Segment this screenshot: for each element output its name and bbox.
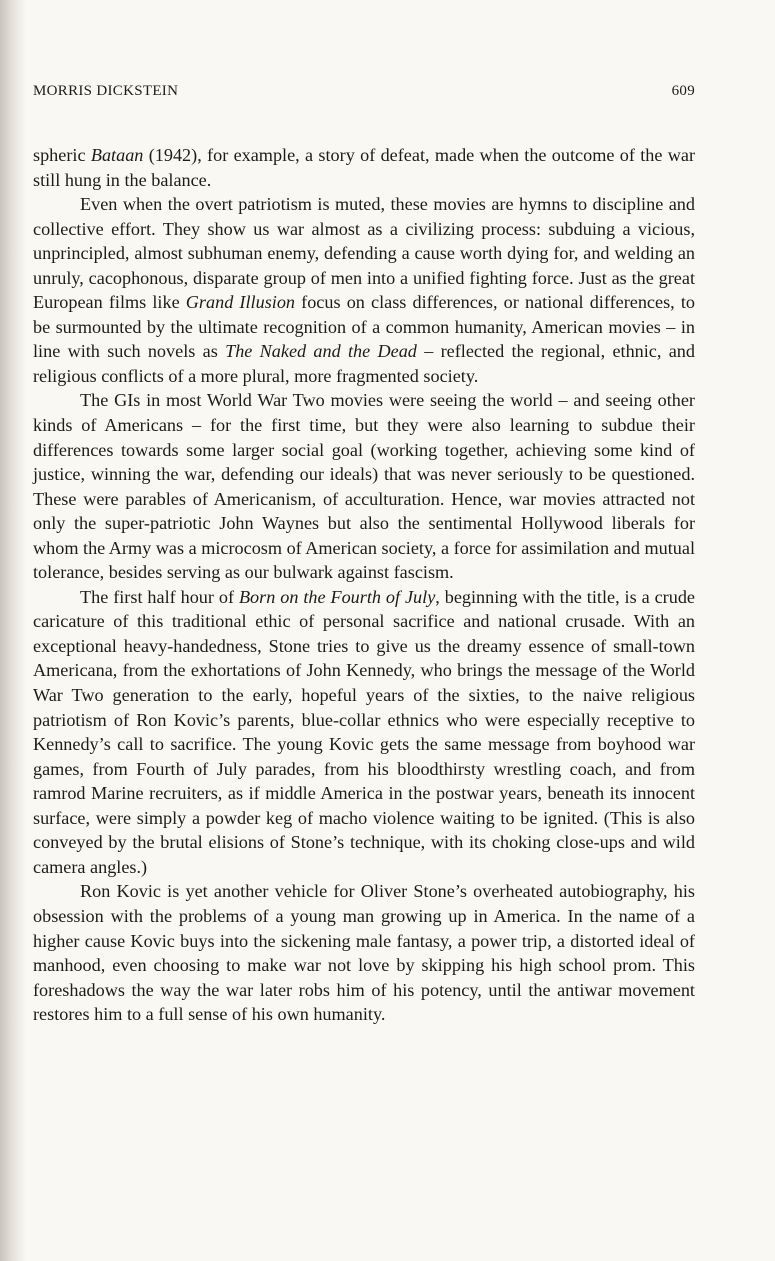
text-run: The GIs in most World War Two movies were seeing the world – and seeing other kinds of Americans – for the first time, but they were also learning to subdue their differences towards some larger social goal (working together, achieving some kind of justice, winning the war, defending our ideals) that was never seriously to be questioned. These were parables of Americanism, of acculturation. Hence, war movies attracted not only the super-patriotic John Waynes but also the sentimental Hollywood liberals for whom the Army was a microcosm of American society, a force for assimilation and mutual tolerance, besides serving as our bulwark against fascism. — [33, 390, 695, 583]
text-run: , beginning with the title, is a crude caricature of this traditional ethic of personal sacrifice and national crusade. With an exceptional heavy-handedness, Stone tries to give us the dreamy essence of small-town Americana, from the exhortations of John Kennedy, who brings the message of the World War Two generation to the early, hopeful years of the sixties, to the naive religious patriotism of Ron Kovic’s parents, blue-collar ethnics who were especially receptive to Kennedy’s call to sacrifice. The young Kovic gets the same message from boyhood war games, from Fourth of July parades, from his bloodthirsty wrestling coach, and from ramrod Marine recruiters, as if middle America in the postwar years, beneath its innocent surface, were simply a powder keg of macho violence waiting to be ignited. (This is also conveyed by the brutal elisions of Stone’s technique, with its choking close-ups and wild camera angles.) — [33, 586, 695, 877]
text-run: (1942), for example, a story of defeat, made when the outcome of the war still hung in the balance. — [33, 145, 695, 190]
running-head-author: MORRIS DICKSTEIN — [33, 83, 179, 99]
italic-title: The Naked and the Dead — [225, 341, 417, 362]
page-gutter-shadow — [0, 0, 26, 1261]
text-run: The first half hour of — [80, 586, 239, 607]
italic-title: Born on the Fourth of July — [238, 586, 436, 607]
body-text — [33, 143, 695, 1027]
text-run: Even when the overt patriotism is muted, these movies are hymns to discipline and collective effort. They show us war almost as a civilizing process: subduing a vicious, unprincipled, almost subhuman enemy, defending a cause worth dying for, and welding an unruly, cacophonous, disparate group of men into a unified fighting force. Just as the great European films like — [33, 194, 695, 313]
body-paragraph — [33, 585, 695, 880]
italic-title: Bataan — [90, 145, 144, 165]
italic-title: Grand Illusion — [185, 292, 296, 313]
text-run: Ron Kovic is yet another vehicle for Oliver Stone’s overheated autobiography, his obsession with the problems of a young man growing up in America. In the name of a higher cause Kovic buys into the sickening male fantasy, a power trip, a distorted ideal of manhood, even choosing to make war not love by skipping his high school prom. This foreshadows the way the war later robs him of his potency, until the antiwar movement restores him to a full sense of his own humanity. — [33, 881, 695, 1025]
body-paragraph — [33, 143, 695, 192]
text-run: focus on class differences, or national differences, to be surmounted by the ultimate recognition of a common humanity, American movies – in line with such novels as — [33, 292, 695, 362]
body-paragraph — [33, 388, 695, 584]
body-paragraph — [33, 879, 695, 1026]
book-page — [33, 0, 695, 1261]
text-run: – reflected the regional, ethnic, and religious conflicts of a more plural, more fragmented society. — [33, 341, 695, 386]
page-number: 609 — [671, 83, 695, 99]
body-paragraph — [33, 192, 695, 388]
text-run: spheric — [33, 145, 91, 165]
running-head — [33, 83, 695, 105]
